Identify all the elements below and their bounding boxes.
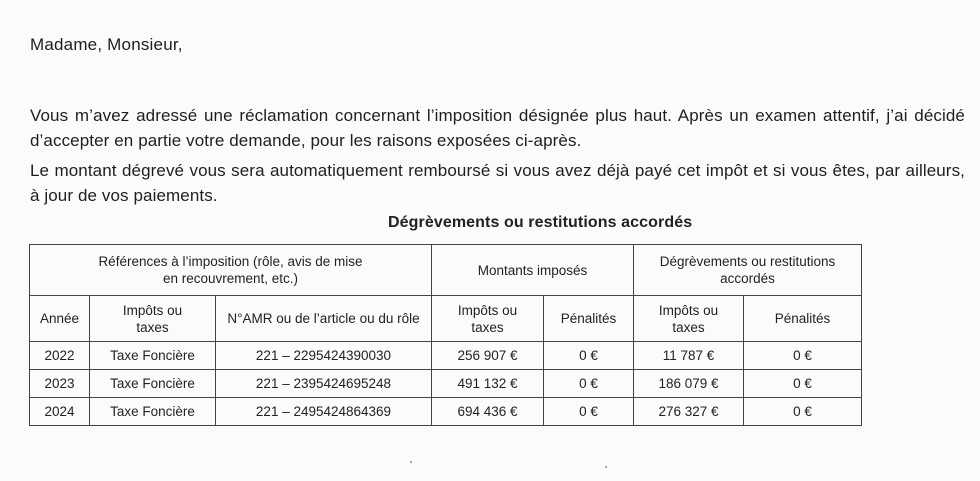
cell-impot: Taxe Foncière [90,370,216,398]
cell-annee: 2022 [30,342,90,370]
cell-montant-impots: 491 132 € [432,370,544,398]
table-row [30,398,862,426]
letter-paragraph-2: Le montant dégrevé vous sera automatiquement remboursé si vous avez déjà payé cet impôt et si vous êtes, par ailleurs, à jour de vos paiements. [30,161,965,205]
table-row [30,342,862,370]
letter-salutation: Madame, Monsieur, [30,35,183,54]
header-degrevements-accordes: Dégrèvements ou restitutions accordés [634,245,862,296]
column-header-degrev-impots: Impôts ou taxes [634,296,744,342]
cell-degrev-penalites: 0 € [744,342,862,370]
column-header-namr: N°AMR ou de l’article ou du rôle [216,296,432,342]
letter-paragraph-1: Vous m’avez adressé une réclamation concernant l’imposition désignée plus haut. Après un examen attentif, j’ai décidé d’accepter en partie votre demande, pour les raisons exposées ci-après. [30,106,965,150]
cell-namr: 221 – 2295424390030 [216,342,432,370]
cell-montant-impots: 694 436 € [432,398,544,426]
cell-impot: Taxe Foncière [90,342,216,370]
column-header-annee: Année [30,296,90,342]
column-header-montant-impots: Impôts ou taxes [432,296,544,342]
table-row [30,370,862,398]
column-header-impots-taxes: Impôts ou taxes [90,296,216,342]
cell-montant-impots: 256 907 € [432,342,544,370]
cell-degrev-impots: 186 079 € [634,370,744,398]
scan-speck [410,461,412,463]
header-references: Références à l’imposition (rôle, avis de mise en recouvrement, etc.) [30,245,432,296]
cell-montant-penalites: 0 € [544,342,634,370]
cell-degrev-impots: 276 327 € [634,398,744,426]
scan-speck [605,466,607,468]
degrevements-table [29,244,862,426]
cell-montant-penalites: 0 € [544,370,634,398]
column-header-degrev-penalites: Pénalités [744,296,862,342]
cell-degrev-penalites: 0 € [744,398,862,426]
cell-annee: 2023 [30,370,90,398]
header-montants-imposes: Montants imposés [432,245,634,296]
table-title: Dégrèvements ou restitutions accordés [388,214,693,231]
column-header-montant-penalites: Pénalités [544,296,634,342]
cell-annee: 2024 [30,398,90,426]
cell-impot: Taxe Foncière [90,398,216,426]
cell-montant-penalites: 0 € [544,398,634,426]
cell-namr: 221 – 2495424864369 [216,398,432,426]
cell-namr: 221 – 2395424695248 [216,370,432,398]
cell-degrev-penalites: 0 € [744,370,862,398]
cell-degrev-impots: 11 787 € [634,342,744,370]
